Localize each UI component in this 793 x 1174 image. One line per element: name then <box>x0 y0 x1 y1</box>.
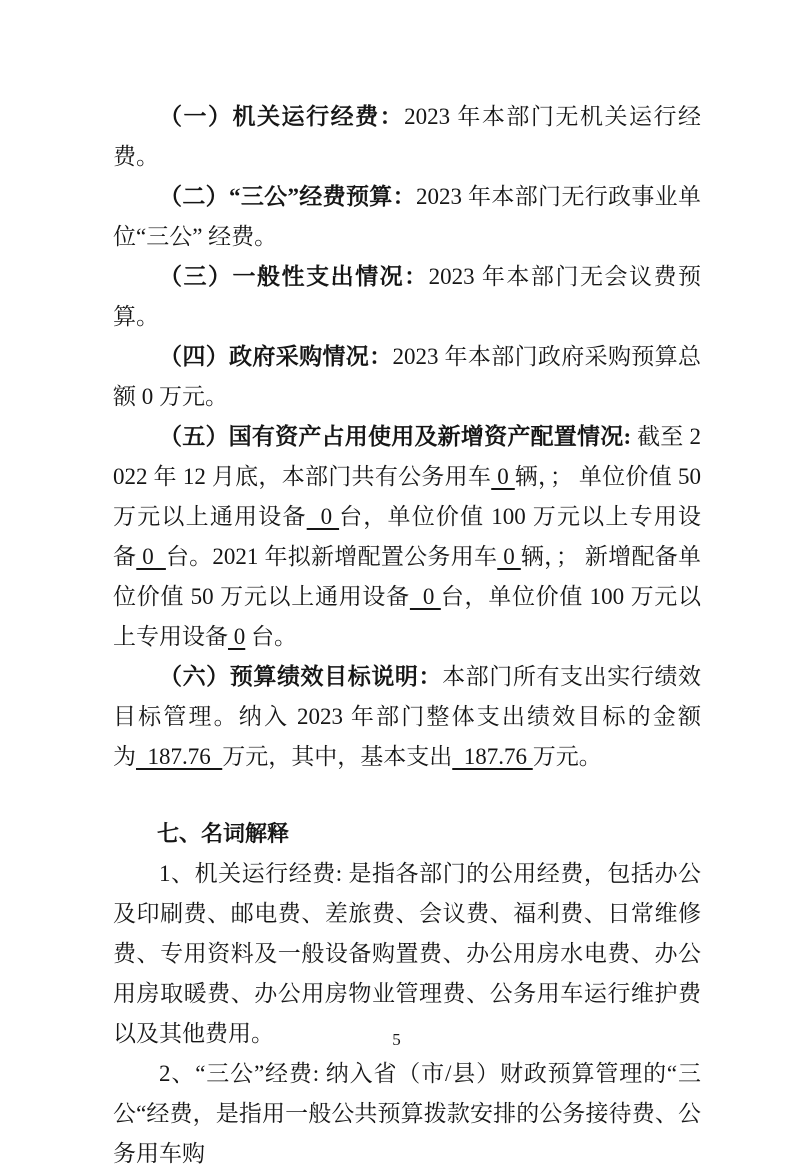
paragraph-text: 本部门所有支出实行绩效目标管理。纳入 2023 年部门整体支出绩效目标的金额为 <box>113 664 702 769</box>
paragraph-text: 台，单位价值 100 万元以上专用设备 <box>113 584 702 649</box>
underlined-value: 0 <box>228 624 246 649</box>
para-government-procurement <box>113 337 701 417</box>
section-heading-text: （五）国有资产占用使用及新增资产配置情况: <box>159 424 632 449</box>
paragraph-text: 万元，其中，基本支出 <box>222 744 453 769</box>
paragraph-text: 2、“三公”经费: 纳入省（市/县）财政预算管理的“三公“经费，是指用一般公共预算拨款安排的公务接待费、公务用车购 <box>113 1061 701 1166</box>
section-heading-text: （二）“三公”经费预算： <box>159 184 416 209</box>
paragraph-text: 辆，； 新增配备单位价值 50 万元以上通用设备 <box>113 544 702 609</box>
page-number: 5 <box>392 1030 401 1049</box>
para-glossary-item-2 <box>113 1054 701 1174</box>
paragraph-text: 1、机关运行经费: 是指各部门的公用经费，包括办公及印刷费、邮电费、差旅费、会议费、福利费、日常维修费、专用资料及一般设备购置费、办公用房水电费、办公用房取暖费、办公用房物业管理费、公务用车运行维护费以及其他费用。 <box>113 861 701 1046</box>
paragraph-text: 辆，； 单位价值 50 万元以上通用设备 <box>113 464 702 529</box>
paragraph-text: 截至 2022 年 12 月底，本部门共有公务用车 <box>113 424 701 489</box>
paragraph-text: 台。2021 年拟新增配置公务用车 <box>165 544 498 569</box>
paragraph-text: 万元。 <box>532 744 602 769</box>
underlined-value: 0 <box>491 464 515 489</box>
para-state-assets <box>113 417 701 657</box>
underlined-value: 0 <box>136 544 166 569</box>
underlined-value: 187.76 <box>136 744 223 769</box>
document-body <box>113 97 701 1174</box>
underlined-value: 0 <box>409 584 441 609</box>
paragraph-text: 2023 年本部门无会议费预算。 <box>113 264 702 329</box>
para-general-expenditure <box>113 257 701 337</box>
paragraph-text: 台。 <box>245 624 297 649</box>
section-heading-text: （三）一般性支出情况： <box>159 264 429 289</box>
paragraph-text: 2023 年本部门无行政事业单位“三公” 经费。 <box>113 184 702 249</box>
section-title-glossary <box>113 814 701 854</box>
page-footer <box>0 1018 793 1060</box>
paragraph-text: 2023 年本部门无机关运行经费。 <box>113 104 702 169</box>
underlined-value: 187.76 <box>452 744 533 769</box>
paragraph-text: 七、名词解释 <box>157 821 290 846</box>
para-performance-target <box>113 657 701 777</box>
section-heading-text: （一）机关运行经费： <box>159 104 405 129</box>
para-organ-operating-expense <box>113 97 701 177</box>
paragraph-text: 台，单位价值 100 万元以上专用设备 <box>113 504 702 569</box>
para-three-public-budget <box>113 177 701 257</box>
underlined-value: 0 <box>306 504 340 529</box>
section-heading-text: （四）政府采购情况： <box>159 344 393 369</box>
section-heading-text: （六）预算绩效目标说明： <box>159 664 443 689</box>
underlined-value: 0 <box>497 544 521 569</box>
paragraph-text: 2023 年本部门政府采购预算总额 0 万元。 <box>113 344 702 409</box>
